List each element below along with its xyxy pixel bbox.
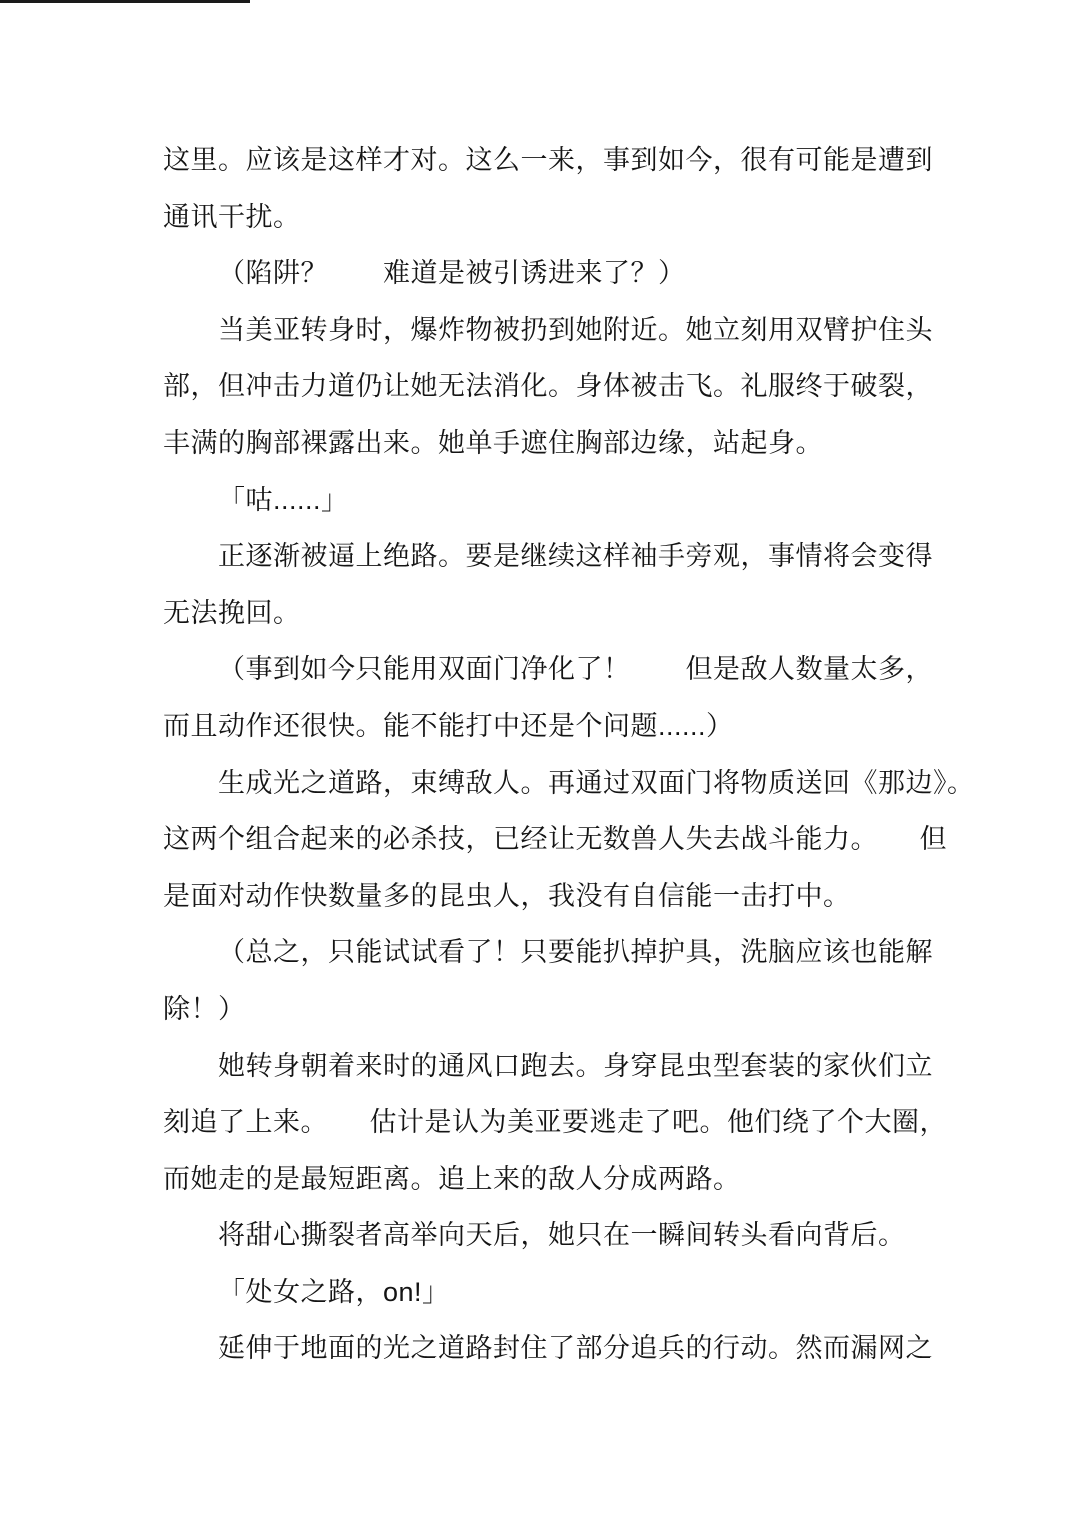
dialogue-line: 「咕......」: [218, 484, 349, 515]
narration-line: 延伸于地面的光之道路封住了部分追兵的行动。然而漏网之: [218, 1333, 933, 1364]
narration-line: 将甜心撕裂者高举向天后，她只在一瞬间转头看向背后。: [218, 1220, 906, 1251]
narration-line: 正逐渐被逼上绝路。要是继续这样袖手旁观，事情将会变得: [218, 541, 933, 572]
inner-thought-line: （事到如今只能用双面门净化了！ 但是敌人数量太多，: [218, 654, 933, 685]
dialogue-line: 「处女之路，on!」: [218, 1276, 450, 1307]
narration-line: 这里。应该是这样才对。这么一来，事到如今，很有可能是遭到: [163, 145, 933, 175]
narration-line: 这两个组合起来的必杀技，已经让无数兽人失去战斗能力。 但: [163, 824, 947, 855]
narration-line: 部，但冲击力道仍让她无法消化。身体被击飞。礼服终于破裂，: [163, 371, 933, 402]
inner-thought-line: 而且动作还很快。能不能打中还是个问题......）: [163, 710, 734, 741]
narration-line: 无法挽回。: [163, 597, 301, 628]
narration-line: 丰满的胸部裸露出来。她单手遮住胸部边缘，站起身。: [163, 427, 823, 458]
top-edge-artifact: [0, 0, 250, 3]
inner-thought-line: （总之，只能试试看了！只要能扒掉护具，洗脑应该也能解: [218, 937, 933, 968]
narration-line: 生成光之道路，束缚敌人。再通过双面门将物质送回《那边》。: [218, 767, 975, 798]
narration-line: 她转身朝着来时的通风口跑去。身穿昆虫型套装的家伙们立: [218, 1050, 933, 1081]
narration-line: 刻追了上来。 估计是认为美亚要逃走了吧。他们绕了个大圈，: [163, 1107, 947, 1138]
narration-line: 当美亚转身时，爆炸物被扔到她附近。她立刻用双臂护住头: [218, 314, 933, 345]
inner-thought-line: （陷阱？ 难道是被引诱进来了？）: [218, 258, 686, 289]
narration-line: 通讯干扰。: [163, 201, 301, 232]
narration-line: 而她走的是最短距离。追上来的敌人分成两路。: [163, 1163, 741, 1194]
text-block: [163, 132, 975, 1377]
narration-line: 是面对动作快数量多的昆虫人，我没有自信能一击打中。: [163, 880, 851, 911]
inner-thought-line: 除！）: [163, 993, 246, 1024]
